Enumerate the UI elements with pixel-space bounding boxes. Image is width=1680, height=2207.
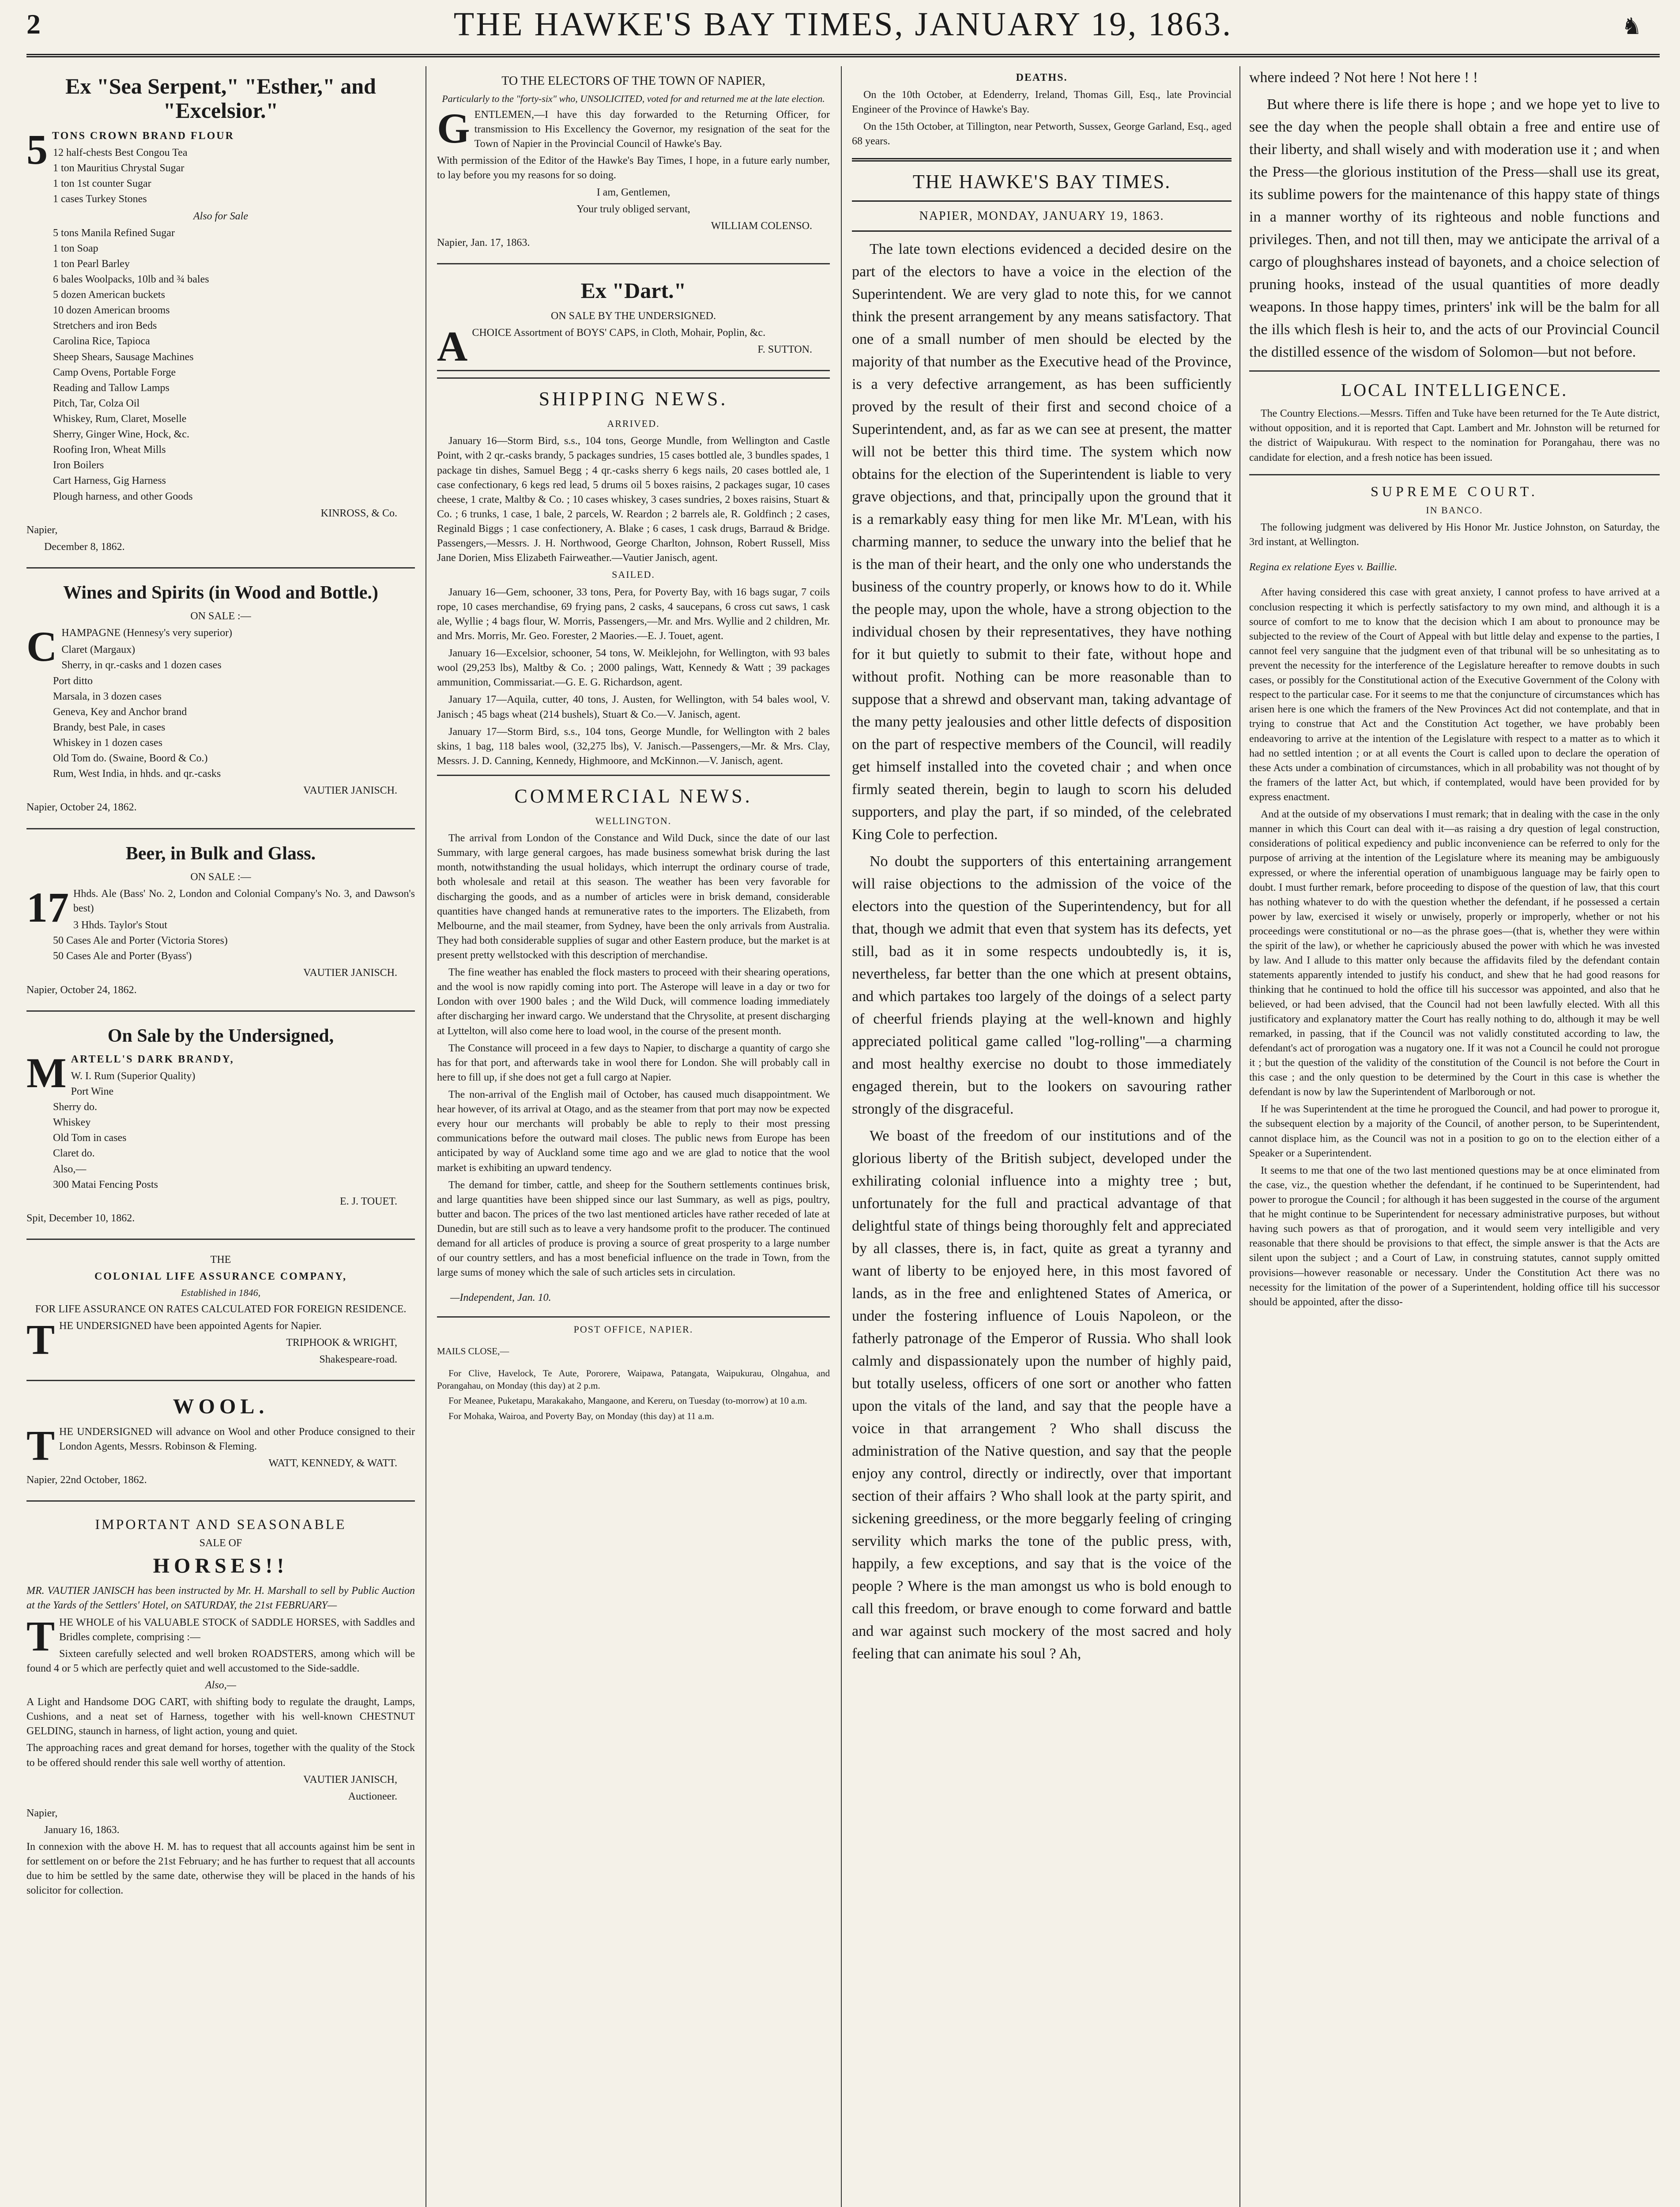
list-item: Geneva, Key and Anchor brand bbox=[53, 706, 187, 718]
notice-label: MAILS CLOSE,— bbox=[437, 1346, 509, 1357]
ad-signer: E. J. TOUET. bbox=[340, 1195, 397, 1207]
list-item: Stretchers and iron Beds bbox=[53, 320, 157, 332]
advertisement-horse-sale bbox=[26, 1508, 415, 1911]
article-source: —Independent, Jan. 10. bbox=[450, 1292, 551, 1304]
list-item: 1 ton Mauritius Chrystal Sugar bbox=[53, 162, 185, 174]
ad-title: Ex "Dart." bbox=[580, 278, 686, 303]
list-item: 12 half-chests Best Congou Tea bbox=[53, 147, 188, 159]
ad-paragraph: Sixteen carefully selected and well broken ROADSTERS, among which will be found 4 or 5 which are perfectly quiet and well accustomed to the Side-saddle. bbox=[26, 1648, 415, 1674]
advertisement-on-sale bbox=[26, 1018, 415, 1240]
goods-list bbox=[26, 1069, 415, 1192]
masthead-rule bbox=[26, 54, 1660, 57]
on-sale-label: ON SALE :— bbox=[190, 610, 251, 622]
ad-title: Beer, in Bulk and Glass. bbox=[125, 843, 316, 864]
article-paragraph: The arrival from London of the Constance and Wild Duck, since the date of our last Summary, with large general cargoes, has made business somewhat brisk during the last month, notwithstanding the usual holidays, which interrupt the ordinary course of trade, both wholesale and retail at this season. The weather has been very favorable for discharging the goods, and as a number of articles were in brisk demand, considerable quantities have changed hands at remunerative rates to the importers. The Elizabeth, from Melbourne, and the mail steamer, from Sydney, have been the only arrivals from Australia. They had both considerable supplies of sugar and other Eastern produce, but the market is at present pretty wellstocked with this description of merchandise. bbox=[437, 832, 830, 961]
ad-signer: VAUTIER JANISCH, bbox=[303, 1774, 397, 1785]
article-paragraph: The demand for timber, cattle, and sheep for the Southern settlements continues brisk, and large quantities have been shipped since our last Summary, as well as pigs, poultry, butter and bacon. The prices of the two last mentioned articles have rather receded of late at Dunedin, but are still such as to leave a very handsome profit to the producer. The continued demand for all articles of produce is proving a source of great prosperity to a large number of our country settlers, and has a most beneficial influence on the trade in Town, from the large sums of money which the sale of such articles sets in circulation. bbox=[437, 1179, 830, 1279]
ad-signer: VAUTIER JANISCH. bbox=[303, 967, 397, 979]
ad-place: Napier, bbox=[26, 524, 58, 536]
list-item: Sherry, in qr.-casks and 1 dozen cases bbox=[61, 659, 222, 671]
mail-entry: For Clive, Havelock, Te Aute, Pororere, Waipawa, Patangata, Waipukurau, Olngahua, and Porangahau, on Monday (this day) at 2 p.m. bbox=[437, 1367, 830, 1391]
article-paragraph: It seems to me that one of the two last mentioned questions may be at once eliminated from the case, viz., the question whether the defendant, if he continued to be Superintendent, had power to prorogue the Council ; for although it has been suggested in the course of the argument that he might continue to be Superintendent for necessary administrative purposes, but without having such powers as that of prorogation, and it would seem very intelligible and very reasonable that there should be provisions to that effect, the simple answer is that the Acts are silent upon the subject ; and a Court of Law, in construing statutes, cannot supply omitted provisions—however reasonable or necessary. Under the Constitution Act there was no necessity for the limitation of the power of a Superintendent, holding office till his successor should be appointed, after the disso- bbox=[1249, 1164, 1660, 1308]
list-item: 6 bales Woolpacks, 10lb and ¾ bales bbox=[53, 273, 209, 285]
ad-signer: VAUTIER JANISCH. bbox=[303, 785, 397, 797]
goods-list bbox=[26, 643, 415, 781]
ad-title: TO THE ELECTORS OF THE TOWN OF NAPIER, bbox=[501, 74, 765, 88]
editorial-paragraph: where indeed ? Not here ! Not here ! ! bbox=[1249, 69, 1478, 86]
list-item: 50 Cases Ale and Porter (Byass') bbox=[53, 950, 192, 962]
ad-date: January 16, 1863. bbox=[44, 1824, 120, 1836]
on-sale-label: ON SALE :— bbox=[190, 871, 251, 883]
article-paragraph: The following judgment was delivered by His Honor Mr. Justice Johnston, on Saturday, the 3rd instant, at Wellington. bbox=[1249, 522, 1660, 548]
advertisement-beer bbox=[26, 836, 415, 1012]
list-item: Old Tom in cases bbox=[53, 1132, 127, 1144]
column-3 bbox=[852, 66, 1232, 2207]
tagline: FOR LIFE ASSURANCE ON RATES CALCULATED FOR FOREIGN RESIDENCE. bbox=[35, 1303, 407, 1315]
death-entry: On the 10th October, at Edenderry, Ireland, Thomas Gill, Esq., late Provincial Engineer of the Province of Hawke's Bay. bbox=[852, 89, 1232, 116]
section-title: LOCAL INTELLIGENCE. bbox=[1249, 370, 1660, 402]
ad-body: HE WHOLE of his VALUABLE STOCK of SADDLE HORSES, with Saddles and Bridles complete, comprising :— bbox=[59, 1616, 415, 1643]
section-subtitle: WELLINGTON. bbox=[595, 815, 672, 826]
ad-paragraph: A Light and Handsome DOG CART, with shifting body to regulate the draught, Lamps, Cushions, and a neat set of Harness, together with his well-known CHESTNUT GELDING, staunch in harness, of light action, young and quiet. bbox=[26, 1696, 415, 1737]
list-item: 300 Matai Fencing Posts bbox=[53, 1179, 158, 1190]
column-4 bbox=[1249, 66, 1660, 2207]
article-paragraph: The fine weather has enabled the flock masters to proceed with their shearing operations, and the wool is now rapidly coming into port. The Asterope will leave in a day or two for London with over 1900 bales ; and the Wild Duck, will commence loading immediately after discharging her inward cargo. We understand that the Chrysolite, at present discharging at Lyttelton, will also come here to load wool, in the course of the present month. bbox=[437, 967, 830, 1037]
ad-body: HE UNDERSIGNED have been appointed Agents for Napier. bbox=[59, 1320, 322, 1332]
ad-title: WOOL. bbox=[173, 1395, 269, 1419]
list-item: 50 Cases Ale and Porter (Victoria Stores) bbox=[53, 935, 228, 947]
ad-date: Napier, 22nd October, 1862. bbox=[26, 1474, 147, 1486]
list-item: Reading and Tallow Lamps bbox=[53, 382, 170, 394]
ad-date: Spit, December 10, 1862. bbox=[26, 1212, 135, 1224]
post-office-notice bbox=[437, 1316, 830, 1422]
article-paragraph: The non-arrival of the English mail of October, has caused much disappointment. We hear however, of its arrival at Otago, and as the steamer from that port may now be expected every hour our merchants will probably be able to reply to their most pressing communications before the outward mail closes. The public news from Europe has been anticipated by way of Auckland some time ago and we are glad to notice that the wool market is exhibiting an upward tendency. bbox=[437, 1088, 830, 1174]
ad-signer: KINROSS, & Co. bbox=[320, 507, 397, 519]
list-item: 1 ton Soap bbox=[53, 242, 98, 254]
list-item: 5 tons Manila Refined Sugar bbox=[53, 227, 175, 239]
column-1 bbox=[26, 66, 415, 2207]
ad-address: Shakespeare-road. bbox=[319, 1353, 397, 1365]
drop-capital: T bbox=[26, 1612, 55, 1660]
editorial-masthead: THE HAWKE'S BAY TIMES. bbox=[852, 158, 1232, 202]
deaths-notice bbox=[852, 71, 1232, 149]
ad-place: Napier, bbox=[26, 1807, 58, 1819]
commercial-news bbox=[437, 775, 830, 1305]
list-item: Claret (Margaux) bbox=[61, 644, 136, 656]
also-label: Also for Sale bbox=[193, 210, 248, 222]
drop-numeral: 5 bbox=[26, 126, 48, 173]
closing-line: Your truly obliged servant, bbox=[576, 203, 690, 215]
list-item: Iron Boilers bbox=[53, 459, 104, 471]
list-item: Whiskey in 1 dozen cases bbox=[53, 737, 162, 749]
local-intelligence bbox=[1249, 370, 1660, 465]
ad-body: CHOICE Assortment of BOYS' CAPS, in Cloth, Mohair, Poplin, &c. bbox=[472, 327, 766, 339]
ad-date: December 8, 1862. bbox=[44, 541, 125, 553]
masthead bbox=[26, 0, 1660, 53]
list-item: Cart Harness, Gig Harness bbox=[53, 475, 166, 487]
ornament-icon: ♞ bbox=[1621, 14, 1642, 39]
list-item: Also,— bbox=[53, 1163, 87, 1175]
list-item: Marsala, in 3 dozen cases bbox=[53, 690, 162, 702]
ad-intro: MR. VAUTIER JANISCH has been instructed by Mr. H. Marshall to sell by Public Auction at the Yards of the Settlers' Hotel, on SATURDAY, the 21st FEBRUARY— bbox=[26, 1585, 415, 1612]
established-line: Established in 1846, bbox=[181, 1287, 261, 1299]
page-number: 2 bbox=[26, 8, 41, 40]
ad-paragraph: The approaching races and great demand for horses, together with the quality of the Stock to be offered should render this sale well worthy of attention. bbox=[26, 1742, 415, 1769]
list-item: HAMPAGNE (Hennesy's very superior) bbox=[61, 627, 233, 639]
article-paragraph: If he was Superintendent at the time he prorogued the Council, and had power to prorogue it, the subsequent election by a majority of the Council, of another person, to be Superintendent, cannot displace him, as the Council was not in a position to go on to the election either of a Speaker or a Superintendent. bbox=[1249, 1104, 1660, 1159]
ad-body: ENTLEMEN,—I have this day forwarded to the Returning Officer, for transmission to His Excellency the Governor, my resignation of the seat for the Town of Napier in the Provincial Council of Hawke's Bay. bbox=[474, 109, 830, 150]
shipping-entry: January 17—Storm Bird, s.s., 104 tons, George Mundle, for Wellington with 2 bales skins, 1 bag, 118 bales wool, (32,275 lbs), V. Janisch.—Passengers,—Mr. & Mrs. Clay, Messrs. J. D. Canning, Kennedy, Highmoore, and McKinnon.—V. Janisch, agent. bbox=[437, 726, 830, 767]
editorial-paragraph: We boast of the freedom of our institutions and of the glorious liberty of the British subject, developed under the exhilirating colonial influence into a mighty tree ; but, unfortunately for the full and practical advantage of that delightful state of things being thoroughly felt and appreciated by all classes, there is, in fact, quite as great a tyranny and want of liberty to be enjoyed here, in this most favored of lands, as in the free and enlightened States of America, or under the fostering influence of Louis Napoleon, or the fatherly patronage of the Emperor of Russia. Who shall look calmly and dispassionately upon the number of highly paid, but totally useless, officers of one sort or another who fatten upon the vitals of the land, and say that the people have a voice in that arrangement ? Who shall discuss the administration of the Native question, and say that the people enjoy any control, directly or indirectly, over that important section of their affairs ? Who shall look at the party spirit, and sickening greediness, or the more beggarly feeling of cringing servility which marks the tone of the public press, with, happily, a few exceptions, and say that is the voice of the people ? Where is the man amongst us who is bold enough to call this freedom, or brave enough to come forward and battle and war against such mockery of the most sacred and holy feeling that can animate his soul ? Ah, bbox=[852, 1127, 1232, 1662]
list-item: Hhds. Ale (Bass' No. 2, London and Colonial Company's No. 3, and Dawson's best) bbox=[73, 888, 415, 914]
list-item: Old Tom do. (Swaine, Boord & Co.) bbox=[53, 753, 208, 765]
list-item: 10 dozen American brooms bbox=[53, 305, 170, 316]
ad-date: Napier, October 24, 1862. bbox=[26, 802, 137, 814]
section-title: SUPREME COURT. bbox=[1249, 474, 1660, 501]
section-subtitle: IN BANCO. bbox=[1426, 504, 1483, 516]
ad-paragraph: With permission of the Editor of the Hawke's Bay Times, I hope, in a future early number, to lay before you my reasons for so doing. bbox=[437, 155, 830, 181]
editorial-paragraph: But where there is life there is hope ; and we hope yet to live to see the day when the people shall obtain a free and entire use of their liberty, and shall wisely and with moderation use it ; and when the Press—the glorious institution of the Press—shall use its great, its sublime powers for the maintenance of this happy state of things in a manner worthy of its righteous and noble functions and privileges. Then, and not till then, may we anticipate the arrival of a cargo of ploughshares instead of bayonets, and a choice selection of pruning hooks, instead of the usual quantities of more deadly weapons. In those happy times, printers' ink will be the balm for all the ills which flesh is heir to, and the acts of our Provincial Council the distilled essence of the wisdom of Solomon—but not before. bbox=[1249, 96, 1660, 360]
list-item: 5 dozen American buckets bbox=[53, 289, 165, 301]
goods-list bbox=[26, 146, 415, 207]
ad-body: HE UNDERSIGNED will advance on Wool and other Produce consigned to their London Agents, Messrs. Robinson & Fleming. bbox=[59, 1426, 415, 1452]
ad-title: On Sale by the Undersigned, bbox=[107, 1025, 334, 1046]
closing-line: I am, Gentlemen, bbox=[596, 186, 670, 198]
list-item: Pitch, Tar, Colza Oil bbox=[53, 397, 140, 409]
ad-title: Wines and Spirits (in Wood and Bottle.) bbox=[63, 582, 378, 603]
shipping-news bbox=[437, 377, 830, 768]
list-item: Sherry do. bbox=[53, 1101, 97, 1113]
advertisement-colonial-life bbox=[26, 1246, 415, 1381]
goods-list bbox=[26, 918, 415, 964]
advertisement-wool bbox=[26, 1387, 415, 1502]
goods-list bbox=[26, 226, 415, 504]
editorial-paragraph: No doubt the supporters of this entertaining arrangement will raise objections to the admission of the voice of the electors into the question of the Superintendency, but for all that, though we admit that even that system has its defects, yet still, bad as it in some respects undoubtedly is, it is, nevertheless, far better than the one which at present obtains, and which partakes too largely of the doings of a select party of cheerful friends playing at the well-known and highly appreciated political game called "log-rolling"—a charming and most healthy exercise no doubt to those immediately engaged therein, but to the lookers on savouring rather strongly of the disgraceful. bbox=[852, 853, 1232, 1117]
ad-subtitle: ON SALE BY THE UNDERSIGNED. bbox=[551, 310, 716, 322]
ad-signer: F. SUTTON. bbox=[757, 344, 812, 356]
list-item: 3 Hhds. Taylor's Stout bbox=[73, 919, 167, 931]
section-title: DEATHS. bbox=[1016, 72, 1068, 83]
section-title: POST OFFICE, NAPIER. bbox=[437, 1316, 830, 1336]
letter-to-electors bbox=[437, 66, 830, 264]
ad-title: IMPORTANT AND SEASONABLE bbox=[95, 1516, 347, 1533]
newspaper-title: THE HAWKE'S BAY TIMES, JANUARY 19, 1863. bbox=[453, 6, 1233, 43]
drop-capital: G bbox=[437, 104, 470, 152]
ad-role: Auctioneer. bbox=[348, 1790, 397, 1802]
case-name: Regina ex relatione Eyes v. Baillie. bbox=[1249, 561, 1397, 573]
list-item: Claret do. bbox=[53, 1148, 95, 1160]
ad-paragraph: In connexion with the above H. M. has to request that all accounts against him be sent in for settlement on or before the 21st February; and he has further to request that all accounts due to him be settled by the same date, otherwise they will be placed in the hands of his solicitor for collection. bbox=[26, 1841, 415, 1897]
column-2 bbox=[437, 66, 830, 2207]
ad-signer: WILLIAM COLENSO. bbox=[711, 220, 812, 232]
company-name: COLONIAL LIFE ASSURANCE COMPANY, bbox=[94, 1271, 347, 1283]
shipping-entry: January 16—Storm Bird, s.s., 104 tons, George Mundle, from Wellington and Castle Point, with 2 qr.-casks brandy, 5 packages sundries, 15 cases bottled ale, 3 bundles spades, 1 package tin dishes, Samuel Begg ; 4 qr.-casks sherry 6 kegs nails, 20 cases bottled ale, 1 case confectionary, 6 kegs red lead, 5 drums oil 5 boxes raisins, 2 packages sugar, 10 cases cheese, 1 crate, Maltby & Co. ; 10 cases whiskey, 3 cases sundries, 2 boxes raisins, Stuart & Co. ; 6 trunks, 1 case, 1 bale, 2 parcels, W. Reardon ; 2 barrels ale, R. Goldfinch ; 2 cases, Reginald Biggs ; 1 case confectionery, A. Blake ; 6 cases, 1 cask drugs, Barraud & Bridge. Passengers,—Messrs. J. H. Northwood, George Charlton, Johnson, Robert Russell, Miss Jane Dorien, Miss Elizabeth Fairweather.—Vautier Janisch, agent. bbox=[437, 435, 830, 564]
section-title: COMMERCIAL NEWS. bbox=[437, 775, 830, 810]
list-item: 1 ton Pearl Barley bbox=[53, 258, 130, 270]
mail-entry: For Mohaka, Wairoa, and Poverty Bay, on Monday (this day) at 11 a.m. bbox=[448, 1410, 714, 1421]
list-item: Carolina Rice, Tapioca bbox=[53, 335, 150, 347]
advertisement-sea-serpent bbox=[26, 66, 415, 569]
ad-title-horses: HORSES!! bbox=[153, 1554, 289, 1578]
list-item: Port ditto bbox=[53, 675, 93, 687]
drop-capital: M bbox=[26, 1049, 67, 1096]
list-item: W. I. Rum (Superior Quality) bbox=[71, 1070, 196, 1082]
ad-signer: WATT, KENNEDY, & WATT. bbox=[268, 1458, 397, 1469]
drop-capital: T bbox=[26, 1315, 55, 1363]
article-paragraph: After having considered this case with great anxiety, I cannot profess to have arrived at a conclusion respecting it which is perfectly satisfactory to my own mind, and although it is a source of comfort to me to know that the decision which I am about to pronounce may be subjected to the review of the Court of Appeal with but little delay and expense to the parties, I cannot feel very sanguine that the judgment even of that tribunal will be so unhesitating as to prevent the necessity for the interference of the Legislature hereafter to remove doubts in such cases, or possibly for the Constitutional action of the Executive Government of the Colony with respect to the particular case. For it seems to me that the conjuncture of circumstances which has arisen here is one which the framers of the New Provinces Act did not contemplate, and that in trying to construe that Act and the Constitution Act together, we have probably been endeavoring to arrive at the intention of the Legislature with respect to a matter as to which it had no settled intention ; or at all events the Court is called upon to declare the operation of these Acts under a combination of circumstances, which in all probability was not thought of by the framers of the latter Act, but which, if contemplated, would have been provided for by express enactment. bbox=[1249, 587, 1660, 803]
list-item: Sheep Shears, Sausage Machines bbox=[53, 351, 194, 363]
list-item: Plough harness, and other Goods bbox=[53, 490, 193, 502]
list-item: Whiskey bbox=[53, 1117, 91, 1129]
death-entry: On the 15th October, at Tillington, near Petworth, Sussex, George Garland, Esq., aged 68 years. bbox=[852, 121, 1232, 147]
editorial-dateline: NAPIER, MONDAY, JANUARY 19, 1863. bbox=[852, 205, 1232, 232]
ad-subtitle: SALE OF bbox=[199, 1537, 242, 1549]
list-item: Whiskey, Rum, Claret, Moselle bbox=[53, 413, 187, 425]
list-item: ARTELL'S DARK BRANDY, bbox=[71, 1053, 234, 1065]
ad-date: Napier, Jan. 17, 1863. bbox=[437, 237, 530, 249]
shipping-entry: January 16—Gem, schooner, 33 tons, Pera, for Poverty Bay, with 16 bags sugar, 7 coils rope, 10 cases merchandise, 69 frying pans, 2 casks, 4 saucepans, 6 cross cut saws, 1 cask ale, Wyllie ; 4 bags flour, W. Morris, Passengers,—Mr. and Mrs. Wyllie and 2 children, Mr. and Mrs. Morris, Mr. Geo. Forester, 2 Maories.—E. J. Touet, agent. bbox=[437, 586, 830, 642]
ad-date: Napier, October 24, 1862. bbox=[26, 984, 137, 996]
list-item: 1 cases Turkey Stones bbox=[53, 193, 147, 205]
column-divider bbox=[841, 66, 842, 2207]
drop-capital: A bbox=[437, 323, 468, 370]
list-item: Roofing Iron, Wheat Mills bbox=[53, 444, 166, 456]
section-subtitle: SAILED. bbox=[612, 569, 655, 580]
drop-capital: T bbox=[26, 1421, 55, 1469]
article-paragraph: And at the outside of my observations I must remark; that in dealing with the case in the only manner in which this Court can deal with it—as raising a dry question of legal construction, considerations of political expediency and public inconvenience can be referred to only for the purpose of arriving at the intention of the Legislature where its meaning may be ambiguously expressed, or where the inferential operation of unambiguous language may be fairly open to doubt. I must further remark, before proceeding to dispose of the question of law, that this court has nothing whatever to do with the question whether the defendant, if he possessed a certain power by law, exercised it wisely or unwisely, properly or improperly, whether or not his proceedings were constitutional or no—as the phrase goes—(that is, whether they were within the spirit of the law), or whether he capriciously abused the power with which he was invested by law. And I allude to this matter only because the affidavits filed by the defendant contain statements apparently intended to justify his conduct, and shew that he had good reasons for thinking that he continued to hold the office till his successor was appointed, and also that he believed, or had been advised, that the Council had not been lawfully elected. With all this justificatory and explanatory matter the Court has really nothing to do, although it may be well remarked, in passing, that if the Council was not validly constituted according to law, the defendant's act of prorogation was a nugatory one. If it was not a Council he could not prorogue it ; but the question of the validity of the constitution of the Council is not before the Court in this case ; and the only question to be determined by the Court in this case is whether the defendant is now by law the Superintendent of Marlborough or not. bbox=[1249, 809, 1660, 1098]
mail-entry: For Meanee, Puketapu, Marakakaho, Mangaone, and Kereru, on Tuesday (to-morrow) at 10 a.m. bbox=[448, 1395, 807, 1406]
drop-numeral: 17 bbox=[26, 883, 69, 931]
article-paragraph: The Country Elections.—Messrs. Tiffen and Tuke have been returned for the Te Aute district, without opposition, and it is reported that Capt. Lambert and Mr. Johnston will be returned for the district of Waipukurau. With respect to the nomination for Porangahau, there was no candidate for election, and a fresh notice has been issued. bbox=[1249, 408, 1660, 463]
advertisement-wines-spirits bbox=[26, 575, 415, 829]
drop-capital: C bbox=[26, 623, 57, 670]
column-divider bbox=[1239, 66, 1240, 2207]
ad-signer: TRIPHOOK & WRIGHT, bbox=[286, 1337, 397, 1348]
ad-lead-line: TONS CROWN BRAND FLOUR bbox=[52, 130, 234, 142]
list-item: Brandy, best Pale, in cases bbox=[53, 721, 166, 733]
also-label: Also,— bbox=[205, 1679, 236, 1691]
section-subtitle: ARRIVED. bbox=[607, 418, 660, 429]
list-item: Camp Ovens, Portable Forge bbox=[53, 366, 176, 378]
advertisement-dart bbox=[437, 271, 830, 371]
section-title: SHIPPING NEWS. bbox=[437, 377, 830, 413]
list-item: Sherry, Ginger Wine, Hock, &c. bbox=[53, 429, 189, 441]
ad-title: Ex "Sea Serpent," "Esther," and "Excelsior." bbox=[65, 74, 376, 123]
list-item: 1 ton 1st counter Sugar bbox=[53, 178, 151, 190]
list-item: Rum, West India, in hhds. and qr.-casks bbox=[53, 768, 221, 780]
ad-kicker: THE bbox=[210, 1254, 231, 1266]
editorial-paragraph: The late town elections evidenced a decided desire on the part of the electors to have a voice in the election of the Superintendent. We are very glad to note this, for we cannot think the present arrangement by any means satisfactory. That one of a small number of men should be elected by the majority of that number as the Executive head of the Province, is a very defective arrangement, as has been sufficiently proved by the result of their first and second choice of a Superintendent, and, as far as we can see at present, the matter will not be better this third time. The system which now obtains for the election of the Superintendent is liable to very grave objections, and that, principally upon the ground that it is a remarkably easy thing for men like Mr. M'Lean, with his charming manner, to seduce the unwary into the belief that he is the man of their heart, and the only one who understands the business of the country properly, or knows how to do it. While the people may, upon the whole, have a strong objection to the individual chosen by their representatives, they have nothing for it but quietly to submit to their fate, without hope and without profit. Nothing can be more reasonable than to suppose that a shrewd and observant man, taking advantage of the many petty jealousies and other little defects of disposition on the part of respective members of the Council, will readily get himself installed into the coveted chair ; and when once firmly seated therein, begin to laugh to scorn his deluded supporters, and play the part, if so minded, of the celebrated King Cole to perfection. bbox=[852, 241, 1232, 843]
ad-subtitle: Particularly to the "forty-six" who, UNSOLICITED, voted for and returned me at the late election. bbox=[442, 93, 825, 104]
list-item: Port Wine bbox=[71, 1086, 114, 1098]
shipping-entry: January 17—Aquila, cutter, 40 tons, J. Austen, for Wellington, with 54 bales wool, V. Janisch ; 45 bags wheat (214 bushels), Stuart & Co.—V. Janisch, agent. bbox=[437, 694, 830, 720]
article-paragraph: The Constance will proceed in a few days to Napier, to discharge a quantity of cargo she has for that port, and afterwards take in wool there for London. She will probably call in here to fill up, if she does not get a full cargo at Napier. bbox=[437, 1042, 830, 1083]
supreme-court bbox=[1249, 474, 1660, 1310]
shipping-entry: January 16—Excelsior, schooner, 54 tons, W. Meiklejohn, for Wellington, with 93 bales wool (29,253 lbs), Maltby & Co. ; 2000 palings, Watt, Kennedy & Watt ; 39 packages ammunition, Commissariat.—G. E. G. Richardson, agent. bbox=[437, 648, 830, 689]
